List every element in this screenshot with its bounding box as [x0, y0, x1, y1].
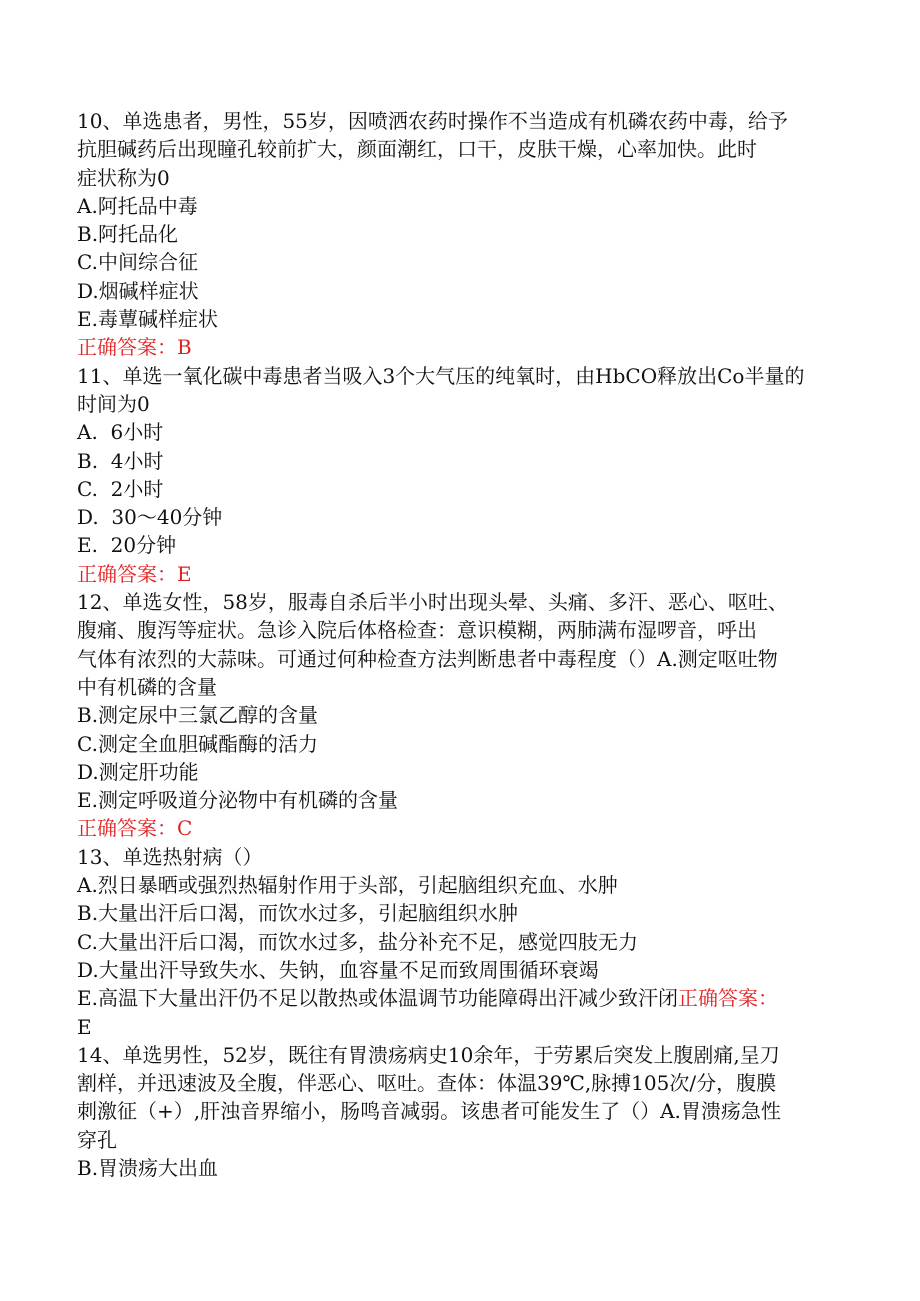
- option-b: B.大量出汗后口渴，而饮水过多，引起脑组织水肿: [77, 901, 519, 926]
- question-text: 11、单选一氧化碳中毒患者当吸入3个大气压的纯氧时，由HbCO释放出Co半量的 时间为0: [77, 363, 805, 416]
- option-a: A.阿托品中毒: [77, 193, 198, 218]
- question-14: [77, 1041, 850, 1182]
- option-d: D. 30～40分钟: [77, 505, 223, 530]
- option-c: C. 2小时: [77, 476, 164, 501]
- question-11: [77, 362, 850, 588]
- question-text: 12、单选女性，58岁，服毒自杀后半小时出现头晕、头痛、多汗、恶心、呕吐、 腹痛、腹泻等症状。急诊入院后体格检查：意识模糊，两肺满布湿啰音，呼出 气体有浓烈的大蒜味。可通过何种检查方法判断患者中毒程度（）A.测定呕吐物 中有机磷的含量: [77, 590, 788, 699]
- option-e: E.测定呼吸道分泌物中有机磷的含量: [77, 788, 398, 813]
- option-e-text: E.高温下大量出汗仍不足以散热或体温调节功能障碍出汗减少致汗闭: [77, 986, 678, 1011]
- option-e: E.毒蕈碱样症状: [77, 307, 218, 332]
- option-a: A.烈日暴晒或强烈热辐射作用于头部，引起脑组织充血、水肿: [77, 873, 618, 898]
- option-b: B.胃溃疡大出血: [77, 1155, 219, 1180]
- question-text: 13、单选热射病（）: [77, 844, 263, 869]
- option-a: A. 6小时: [77, 420, 164, 445]
- correct-answer: 正确答案：E: [77, 561, 192, 586]
- option-c: C.大量出汗后口渴，而饮水过多，盐分补充不足，感觉四肢无力: [77, 929, 638, 954]
- option-b: B.测定尿中三氯乙醇的含量: [77, 703, 319, 728]
- option-c: C.中间综合征: [77, 250, 198, 275]
- correct-answer: 正确答案：C: [77, 816, 193, 841]
- question-12: [77, 588, 850, 843]
- question-13: [77, 843, 850, 1041]
- option-c: C.测定全血胆碱酯酶的活力: [77, 731, 318, 756]
- correct-answer-value: E: [77, 1014, 92, 1039]
- option-d: D.烟碱样症状: [77, 278, 199, 303]
- option-d: D.测定肝功能: [77, 759, 199, 784]
- question-10: [77, 107, 850, 362]
- option-d: D.大量出汗导致失水、失钠，血容量不足而致周围循环衰竭: [77, 957, 599, 982]
- question-text: 14、单选男性，52岁，既往有胃溃疡病史10余年，于劳累后突发上腹剧痛,呈刀 割样，并迅速波及全腹，伴恶心、呕吐。查体：体温39℃,脉搏105次/分，腹膜 刺激征（+）,肝浊音界缩小，肠鸣音减弱。该患者可能发生了（）A.胃溃疡急性 穿孔: [77, 1042, 781, 1152]
- option-e: [77, 984, 850, 1012]
- question-text: 10、单选患者，男性，55岁，因喷洒农药时操作不当造成有机磷农药中毒，给予 抗胆碱药后出现瞳孔较前扩大，颜面潮红，口干，皮肤干燥，心率加快。此时 症状称为0: [77, 109, 788, 190]
- option-b: B.阿托品化: [77, 222, 179, 247]
- option-b: B. 4小时: [77, 448, 164, 473]
- correct-answer: 正确答案：B: [77, 335, 192, 360]
- option-e: E. 20分钟: [77, 533, 177, 558]
- correct-answer-label: 正确答案：: [677, 986, 778, 1011]
